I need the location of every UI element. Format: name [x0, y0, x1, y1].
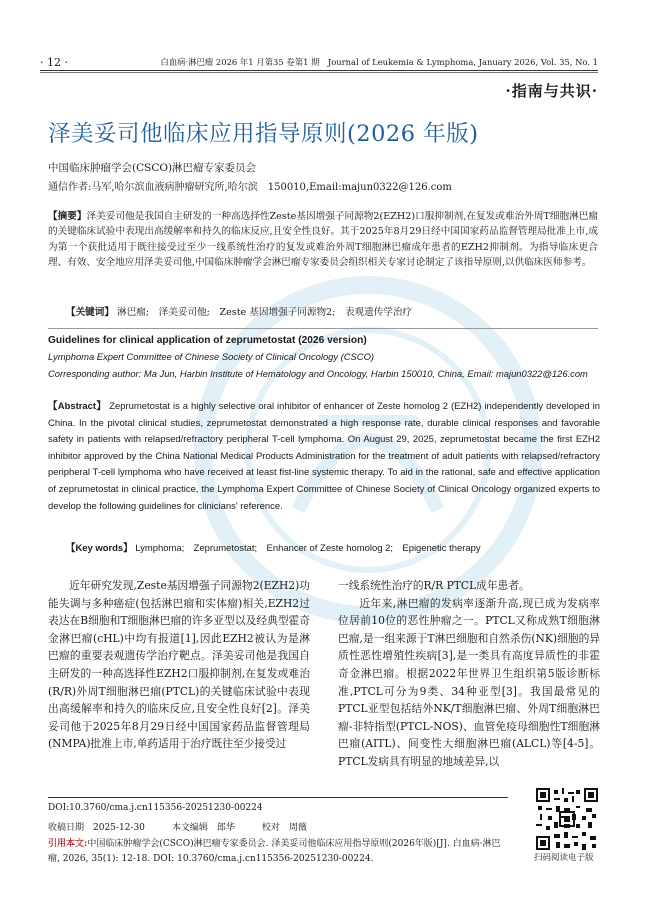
- article-title: 泽美妥司他临床应用指导原则(2026 年版): [48, 121, 479, 147]
- corresponding-author: 通信作者:马军,哈尔滨血液病肿瘤研究所,哈尔滨 150010,Email:majun0322@126.com: [48, 182, 452, 193]
- keywords-en-text: Lymphoma; Zeprumetostat; Enhancer of Zeste homolog 2; Epigenetic therapy: [135, 543, 481, 554]
- doi: DOI:10.3760/cma.j.cn115356-20251230-00224: [48, 803, 263, 813]
- keywords-cn-label: 【关键词】: [66, 307, 114, 318]
- author-group: 中国临床肿瘤学会(CSCO)淋巴瘤专家委员会: [48, 162, 257, 174]
- abstract-divider: [48, 328, 598, 329]
- abstract-cn: [48, 209, 598, 271]
- abstract-en: [48, 399, 600, 515]
- qr-code-icon[interactable]: [536, 788, 598, 850]
- citation-text: 中国临床肿瘤学会(CSCO)淋巴瘤专家委员会. 泽美妥司他临床应用指导原则(2026年版)[J]. 白血病·淋巴瘤, 2026, 35(1): 12-18. DOI: 10.3760/cma.j.cn115356-20251230-00224.: [48, 839, 501, 864]
- keywords-en-label: 【Key words】: [66, 543, 133, 554]
- section-tag: ·指南与共识·: [505, 82, 598, 100]
- keywords-cn-text: 淋巴瘤; 泽美妥司他; Zeste 基因增强子同源物2; 表观遗传学治疗: [117, 307, 413, 318]
- english-organization: Lymphoma Expert Committee of Chinese Society of Clinical Oncology (CSCO): [48, 351, 374, 362]
- qr-caption: 扫码阅读电子版: [534, 853, 594, 863]
- body-column-right: [338, 577, 600, 771]
- english-corresponding: Corresponding author: Ma Jun, Harbin Institute of Hematology and Oncology, Harbin 150010, China, Email: majun0322@126.com: [48, 368, 588, 379]
- editorial-dates: 收稿日期 2025-12-30 本文编辑 郎华 校对 周薇: [48, 823, 307, 833]
- abstract-cn-text: 泽美妥司他是我国自主研发的一种高选择性Zeste基因增强子同源物2(EZH2)口服抑制剂,在复发或难治外周T细胞淋巴瘤的关键临床试验中表现出高缓解率和持久的临床反应,且安全性良好。其于2025年8月29日经中国国家药品监督管理局批准上市,成为第一个获批适用于既往接受过至少一线系统性治疗的复发或难治外周T细胞淋巴瘤成年患者的EZH2抑制剂。为指导临床更合理、有效、安全地应用泽美妥司他,中国临床肿瘤学会淋巴瘤专家委员会组织相关专家讨论制定了该指导原则,以供临床医师参考。: [48, 211, 598, 269]
- body-paragraph-continued: 一线系统性治疗的R/R PTCL成年患者。: [338, 579, 530, 592]
- abstract-en-label: 【Abstract】: [48, 401, 107, 412]
- citation-label: 引用本文:: [48, 839, 88, 849]
- keywords-cn: [66, 304, 412, 318]
- page-number: · 12 ·: [40, 56, 68, 69]
- header-rule-thin: [40, 72, 598, 73]
- keywords-en: [66, 540, 481, 554]
- english-title: Guidelines for clinical application of zeprumetostat (2026 version): [48, 335, 367, 346]
- footer-rule: [48, 797, 508, 798]
- body-column-left: [48, 577, 310, 753]
- abstract-en-text: Zeprumetostat is a highly selective oral inhibitor of enhancer of Zeste homolog 2 (EZH2) independently developed in China. In the pivotal clinical studies, zeprumetostat demonstrated a high response rate, durable clinical responses and favorable safety in patients with relapsed/refractory peripheral T-cell lymphoma. On August 29, 2025, zeprumetostat became the first EZH2 inhibitor approved by the China National Medical Products Administration for the treatment of adult patients with relapsed/refractory peripheral T-cell lymphoma who have received at least fist-line systemic therapy. To aid in the rational, safe and effective application of zeprumetostat in clinical practice, the Lymphoma Expert Committee of Chinese Society of Clinical Oncology organized experts to develop the following guidelines for clinicians' reference.: [48, 401, 600, 512]
- body-paragraph: 近年来,淋巴瘤的发病率逐渐升高,现已成为发病率位居前10位的恶性肿瘤之一。PTCL又称成熟T细胞淋巴瘤,是一组来源于T淋巴细胞和自然杀伤(NK)细胞的异质性恶性增殖性疾病[3],是一类具有高度异质性的非霍奇金淋巴瘤。根据2022年世界卫生组织第5版诊断标准,PTCL可分为9类、34种亚型[3]。我国最常见的PTCL亚型包括结外NK/T细胞淋巴瘤、外周T细胞淋巴瘤-非特指型(PTCL-NOS)、血管免疫母细胞性T细胞淋巴瘤(AITL)、间变性大细胞淋巴瘤(ALCL)等[4-5]。PTCL发病具有明显的地域差异,以: [338, 596, 600, 768]
- running-header: 白血病·淋巴瘤 2026 年1 月第35 卷第1 期 Journal of Leukemia & Lymphoma, January 2026, Vol. 35, No. 1: [160, 57, 598, 67]
- header-rule: [40, 70, 598, 71]
- body-paragraph: 近年研究发现,Zeste基因增强子同源物2(EZH2)功能失调与多种癌症(包括淋巴瘤和实体瘤)相关,EZH2过表达在B细胞和T细胞淋巴瘤的许多亚型以及经典型霍奇金淋巴瘤(cHL)中均有报道[1],因此EZH2被认为是淋巴瘤的重要表观遗传学治疗靶点。泽美妥司他是我国自主研发的一种高选择性EZH2口服抑制剂,在复发或难治(R/R)外周T细胞淋巴瘤(PTCL)的关键临床试验中表现出高缓解率和持久的临床反应,且安全性良好[2]。泽美妥司他于2025年8月29日经中国国家药品监督管理局(NMPA)批准上市,单药适用于治疗既往至少接受过: [48, 579, 310, 751]
- abstract-cn-label: 【摘要】: [48, 211, 87, 222]
- citation: [48, 837, 508, 867]
